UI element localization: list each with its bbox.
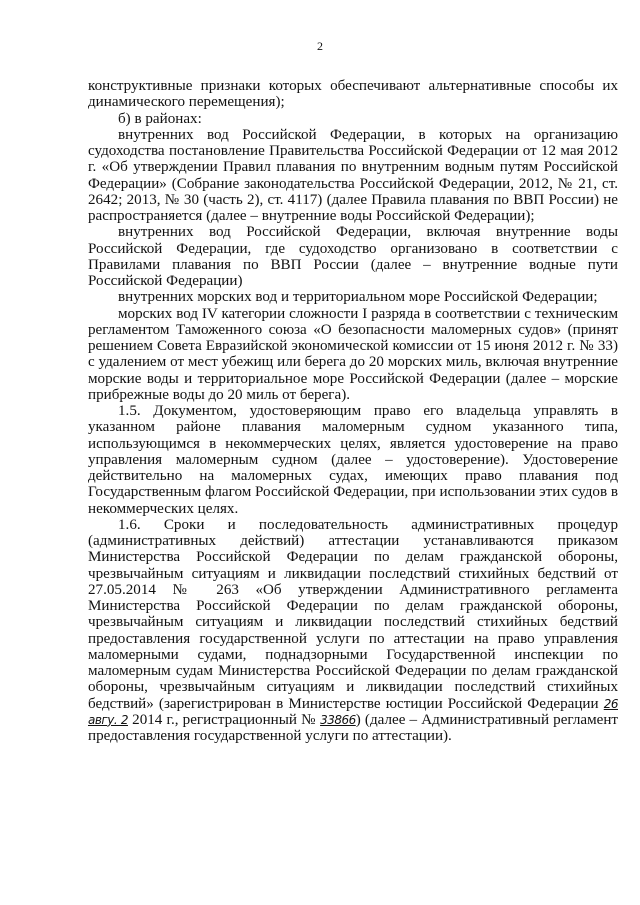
paragraph-districts-heading: б) в районах: <box>118 110 202 127</box>
paragraph-1-6 <box>88 517 618 745</box>
paragraph-internal-waters: внутренних вод Российской Федерации, в которых на организацию судоходства постановление Правительства Российской Федерации от 12 мая 2012 г. «Об утверждении Правил плавания по внутренним водным путям Российской Федерации» (Собрание законодательства Российской Федерации, 2012, № 21, ст. 2642; 2013, № 30 (часть 2), ст. 4117) (далее Правила плавания по ВВП России) не распространяется (далее – внутренние воды Российской Федерации); <box>88 126 618 224</box>
registration-text: 2014 г., регистрационный № <box>132 711 316 728</box>
handwritten-date: 26 авгу. 2 <box>88 696 618 727</box>
handwritten-registration-number: 33866 <box>320 712 356 727</box>
paragraph-internal-waterways: внутренних вод Российской Федерации, включая внутренние воды Российской Федерации, где судоходство организовано в соответствии с Правилами плавания по ВВП России (далее – внутренние водные пути Российской Федерации) <box>88 224 618 289</box>
paragraph-internal-sea-waters: внутренних морских вод и территориальном море Российской Федерации; <box>118 289 598 306</box>
paragraph-continuation: конструктивные признаки которых обеспечивают альтернативные способы их динамического перемещения); <box>88 78 618 111</box>
paragraph-sea-waters: морских вод IV категории сложности I разряда в соответствии с техническим регламентом Таможенного союза «О безопасности маломерных судов» (принят решением Совета Евразийской экономической комиссии от 15 июня 2012 г. № 33) с удалением от мест убежищ или берега до 20 морских миль, включая внутренние морские воды и территориальное море Российской Федерации (далее – морские прибрежные воды до 20 миль от берега). <box>88 305 618 403</box>
paragraph-1-6-text: 1.6. Сроки и последовательность административных процедур (административных действий) аттестации устанавливаются приказом Министерства Российской Федерации по делам гражданской обороны, чрезвычайным ситуациям и ликвидации последствий стихийных бедствий от 27.05.2014 № 263 «Об утверждении Административного регламента Министерства Российской Федерации по делам гражданской обороны, чрезвычайным ситуациям и ликвидации последствий стихийных бедствий предоставления государственной услуги по аттестации на право управления маломерными судами, поднадзорными Государственной инспекции по маломерным судам Министерства Российской Федерации по делам гражданской обороны, чрезвычайным ситуациям и ликвидации последствий стихийных бедствий» (зарегистрирован в Министерстве юстиции Российской Федерации <box>88 516 618 712</box>
document-body <box>88 78 618 744</box>
page-number: 2 <box>317 39 323 53</box>
closing-text: ) (далее – Административный регламент предоставления государственной услуги по аттестации). <box>88 711 619 744</box>
paragraph-1-5: 1.5. Документом, удостоверяющим право его владельца управлять в указанном районе плавания маломерным судном указанного типа, использующимся в некоммерческих целях, является удостоверение на право управления маломерным судном (далее – удостоверение). Удостоверение действительно на маломерных судах, имеющих право плавания под Государственным флагом Российской Федерации, при использовании этих судов в некоммерческих целях. <box>88 403 618 517</box>
